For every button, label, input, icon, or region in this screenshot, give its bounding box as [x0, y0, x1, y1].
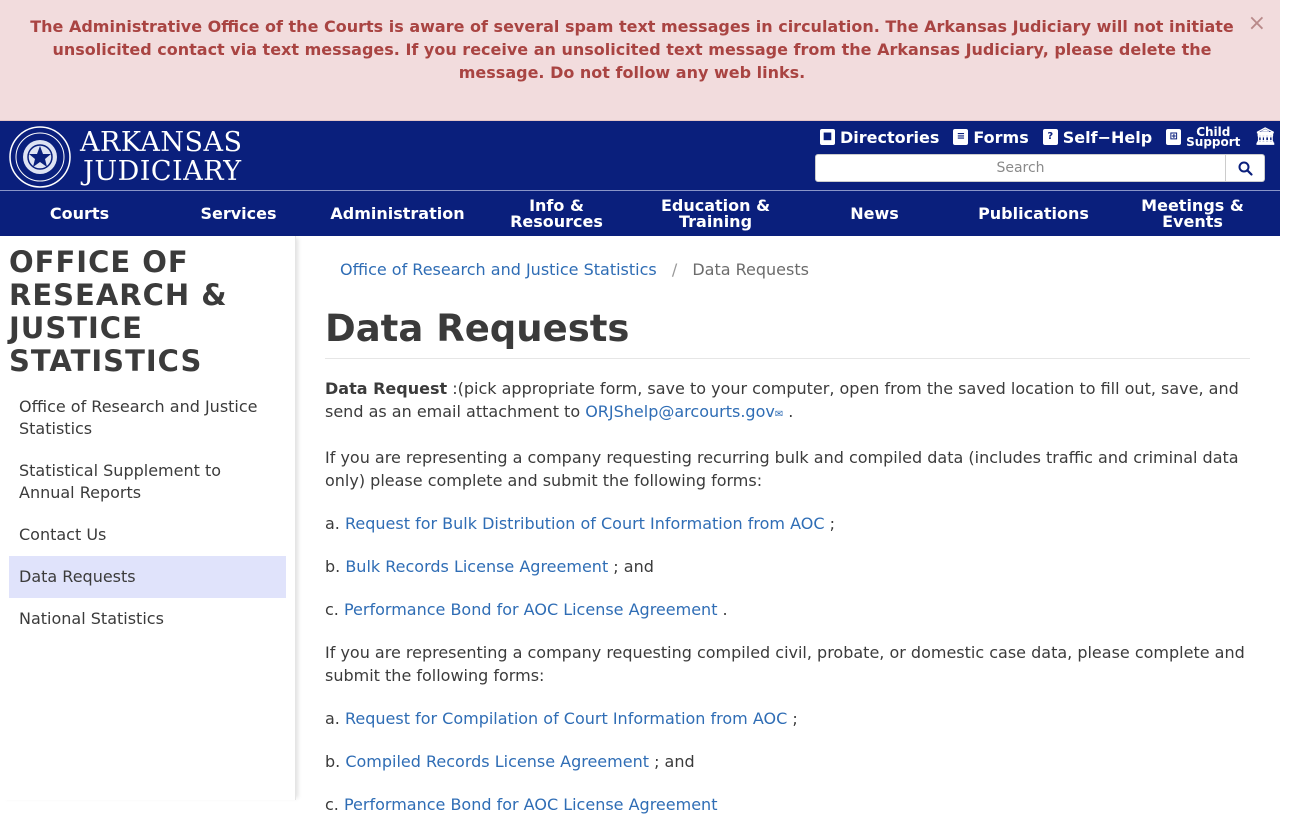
help-icon: ?: [1043, 129, 1058, 145]
site-header: [0, 121, 1293, 236]
breadcrumb: [340, 260, 809, 279]
utility-self-help[interactable]: ? Self−Help: [1043, 128, 1152, 147]
nav-meetings-events[interactable]: Meetings & Events: [1141, 195, 1244, 231]
title-divider: [325, 358, 1250, 359]
nav-services[interactable]: Services: [200, 203, 277, 223]
sidebar-menu: [9, 386, 286, 640]
sidebar-item-orjs[interactable]: Office of Research and Justice Statistics: [19, 397, 258, 438]
utility-forms[interactable]: ≡ Forms: [953, 128, 1028, 147]
sidebar: [0, 236, 296, 800]
search-icon: [1238, 161, 1253, 176]
list-item: a. Request for Bulk Distribution of Court Information from AOC ;: [325, 514, 835, 533]
sidebar-item-national-statistics[interactable]: National Statistics: [19, 609, 164, 628]
nav-info-resources[interactable]: Info & Resources: [510, 195, 603, 231]
close-icon[interactable]: ×: [1247, 11, 1266, 36]
nav-news[interactable]: News: [850, 203, 899, 223]
nav-publications[interactable]: Publications: [978, 203, 1089, 223]
list-item: c. Performance Bond for AOC License Agreement .: [325, 600, 728, 619]
utility-courthouse[interactable]: 🏛 A: [1254, 127, 1293, 147]
list-item: b. Compiled Records License Agreement ; and: [325, 752, 695, 771]
email-link[interactable]: ORJShelp@arcourts.gov✉: [585, 402, 784, 421]
paragraph-compiled-intro: If you are representing a company requesting compiled civil, probate, or domestic case data, please complete and submit the following forms:: [325, 643, 1245, 685]
form-icon: ≡: [953, 129, 968, 145]
bulk-license-agreement-link[interactable]: Bulk Records License Agreement: [345, 557, 609, 576]
compiled-performance-bond-link[interactable]: Performance Bond for AOC License Agreement: [343, 795, 718, 814]
sidebar-item-contact-us[interactable]: Contact Us: [19, 525, 107, 544]
search-bar: [815, 154, 1265, 182]
bulk-performance-bond-link[interactable]: Performance Bond for AOC License Agreement: [343, 600, 718, 619]
article-body: [325, 377, 1250, 836]
sidebar-item-statistical-supplement[interactable]: Statistical Supplement to Annual Reports: [19, 461, 222, 502]
list-item: b. Bulk Records License Agreement ; and: [325, 557, 654, 576]
logo-line-2: JUDICIARY: [83, 156, 242, 187]
main-nav: [0, 191, 1280, 236]
utility-nav: [820, 121, 1293, 151]
breadcrumb-parent-link[interactable]: Office of Research and Justice Statistics: [340, 260, 657, 279]
site-logo-text[interactable]: [80, 128, 243, 186]
spam-alert-banner: [0, 0, 1280, 121]
nav-courts[interactable]: Courts: [49, 203, 110, 223]
state-seal-logo[interactable]: [9, 126, 71, 188]
breadcrumb-separator: /: [671, 260, 678, 279]
email-icon: ✉: [774, 409, 784, 420]
directory-icon: ■: [820, 129, 835, 145]
search-input[interactable]: [815, 154, 1226, 182]
paragraph-data-request: Data Request :(pick appropriate form, save to your computer, open from the saved location to fill out, save, and send as an email attachment to ORJShelp@arcourts.gov✉ .: [325, 379, 1239, 421]
calculator-icon: ⊞: [1166, 129, 1181, 145]
page-title: Data Requests: [325, 307, 630, 350]
nav-education-training[interactable]: Education & Training: [660, 195, 771, 231]
utility-child-support[interactable]: ⊞ Child Support: [1166, 127, 1240, 147]
breadcrumb-current: Data Requests: [692, 260, 809, 279]
paragraph-bulk-intro: If you are representing a company requesting recurring bulk and compiled data (includes traffic and criminal data only) please complete and submit the following forms:: [325, 448, 1239, 490]
compilation-request-link[interactable]: Request for Compilation of Court Information from AOC: [344, 709, 788, 728]
list-item: a. Request for Compilation of Court Information from AOC ;: [325, 709, 798, 728]
alert-message: The Administrative Office of the Courts is aware of several spam text messages in circulation. The Arkansas Judiciary will not initiate unsolicited contact via text messages. If you receive an unsolicited text message from the Arkansas Judiciary, please delete the message. Do not follow any web links.: [30, 17, 1234, 82]
sidebar-title: OFFICE OF RESEARCH & JUSTICE STATISTICS: [9, 245, 228, 378]
utility-directories[interactable]: ■ Directories: [820, 128, 939, 147]
courthouse-icon: 🏛: [1254, 127, 1277, 147]
list-item: c. Performance Bond for AOC License Agreement: [325, 795, 718, 814]
compiled-license-agreement-link[interactable]: Compiled Records License Agreement: [345, 752, 649, 771]
bulk-distribution-request-link[interactable]: Request for Bulk Distribution of Court Information from AOC: [344, 514, 825, 533]
sidebar-item-data-requests[interactable]: Data Requests: [9, 556, 286, 598]
nav-administration[interactable]: Administration: [330, 203, 465, 223]
logo-line-1: ARKANSAS: [80, 127, 243, 158]
search-button[interactable]: [1226, 154, 1265, 182]
